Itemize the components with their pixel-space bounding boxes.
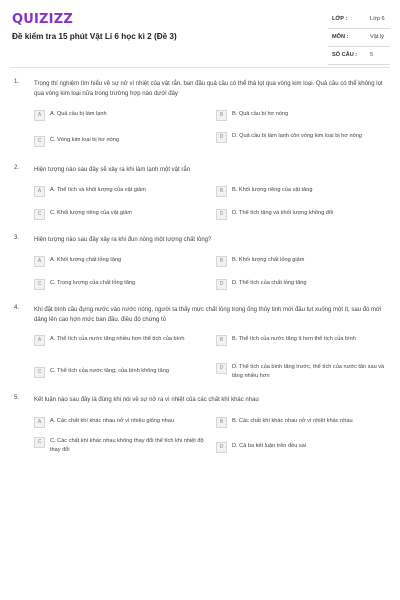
option-letter-box: C <box>34 136 45 147</box>
option-letter-box: A <box>34 417 45 428</box>
question-number: 1. <box>14 79 20 85</box>
option-text: B. Thể tích của nước tăng ít hơn thể tích của bình <box>232 336 356 342</box>
option-text: A. Thể tích của nước tăng nhiều hơn thể tích của bình <box>50 336 185 342</box>
option-letter-box: B <box>216 335 227 346</box>
option-letter-box: B <box>216 417 227 428</box>
option-d[interactable] <box>216 208 386 224</box>
question-number: 3. <box>14 235 20 241</box>
option-text: C. Khối lượng riêng của vật giảm <box>50 210 133 216</box>
option-a[interactable] <box>34 416 204 432</box>
question-text: Hiện tượng nào sau đây sẽ xảy ra khi làm lạnh một vật rắn <box>34 167 191 173</box>
option-letter-box: A <box>34 186 45 197</box>
question-2 <box>14 165 390 225</box>
question-3 <box>14 235 390 295</box>
option-letter-box: C <box>34 279 45 290</box>
option-a[interactable] <box>34 109 204 125</box>
option-c[interactable] <box>34 208 204 224</box>
option-a[interactable] <box>34 255 204 271</box>
question-1 <box>14 79 390 159</box>
question-number: 2. <box>14 165 20 171</box>
worksheet-title: Đề kiểm tra 15 phút Vật Lí 6 học kì 2 (Đề 3) <box>12 32 177 41</box>
option-c[interactable] <box>34 366 204 382</box>
option-letter-box: B <box>216 186 227 197</box>
option-b[interactable] <box>216 109 386 125</box>
option-c[interactable] <box>34 436 204 452</box>
option-b[interactable] <box>216 416 386 432</box>
option-text: D. Thể tích của bình tăng trước, thể tích của nước tăn sau và tăng nhiều hơn <box>232 364 385 379</box>
option-text: B. Khối lượng chất lỏng giảm <box>232 257 305 263</box>
option-letter-box: A <box>34 335 45 346</box>
option-b[interactable] <box>216 185 386 201</box>
meta-label: MÔN : <box>332 34 349 40</box>
question-number: 4. <box>14 305 20 311</box>
question-4 <box>14 305 390 389</box>
option-letter-box: A <box>34 256 45 267</box>
option-text: B. Các chất khí khác nhau nở vì nhiệt khác nhau <box>232 418 353 424</box>
option-text: D. Thể tích của chất lỏng tăng <box>232 280 307 286</box>
header-divider <box>10 67 390 68</box>
option-b[interactable] <box>216 255 386 271</box>
meta-value: Vật lý <box>370 34 384 40</box>
meta-value: Lớp 6 <box>370 16 385 22</box>
option-b[interactable] <box>216 334 386 350</box>
option-text: B. Khối lượng riêng của vật tăng <box>232 187 313 193</box>
option-c[interactable] <box>34 278 204 294</box>
option-letter-box: C <box>34 367 45 378</box>
question-5 <box>14 395 390 465</box>
option-text: B. Quả cầu bị hơ nóng <box>232 111 289 117</box>
option-text: A. Khối lượng chất lỏng tăng <box>50 257 122 263</box>
meta-row-subject <box>328 29 390 47</box>
worksheet-header <box>0 0 400 64</box>
option-letter-box: C <box>34 209 45 220</box>
option-text: A. Quả cầu bị làm lạnh <box>50 111 107 117</box>
meta-row-class <box>328 11 390 29</box>
option-d[interactable] <box>216 441 386 457</box>
question-text: Kết luận nào sau đây là đúng khi nói về sự nở ra vì nhiệt của các chất khí khác nhau <box>34 397 259 403</box>
option-text: C. Vòng kim loại bị hơ nóng <box>50 137 119 143</box>
option-letter-box: B <box>216 256 227 267</box>
option-letter-box: D <box>216 209 227 220</box>
option-a[interactable] <box>34 334 204 350</box>
question-text: Trong thí nghiệm tìm hiểu về sự nở vì nhiệt của vật rắn, ban đầu quả cầu có thể thả lọt qua vòng kim loại. Quả cầu có thể không lọt qua vòng kim loại nữa trong trường hợp nào dưới đây <box>34 81 383 97</box>
meta-label: LỚP : <box>332 16 348 22</box>
question-text: Khi đặt bình cầu đựng nước vào nước nóng, người ta thấy mực chất lỏng trong ống thủy tinh mới đầu tụt xuống một ít, sau đó mới dâng lên cao hơn mức ban đầu. điều đó chứng tỏ <box>34 307 382 323</box>
option-a[interactable] <box>34 185 204 201</box>
option-text: C. Trọng lượng của chất lỏng tăng <box>50 280 136 286</box>
option-letter-box: D <box>216 363 227 374</box>
option-letter-box: D <box>216 132 227 143</box>
option-d[interactable] <box>216 278 386 294</box>
question-number: 5. <box>14 395 20 401</box>
option-text: D. Thể tích tăng và khối lượng không đổi <box>232 210 334 216</box>
meta-row-count <box>328 47 390 65</box>
option-d[interactable] <box>216 131 386 147</box>
option-letter-box: B <box>216 110 227 121</box>
quizizz-logo: QUIZIZZ <box>12 12 73 27</box>
option-text: C. Thể tích của nước tăng, của bình không tăng <box>50 368 169 374</box>
option-text: A. Thể tích và khối lượng của vật giảm <box>50 187 146 193</box>
meta-value: 5 <box>370 52 374 58</box>
option-letter-box: A <box>34 110 45 121</box>
question-text: Hiện tượng nào sau đây xảy ra khi đun nóng một lượng chất lỏng? <box>34 237 212 243</box>
meta-table <box>328 11 390 65</box>
option-d[interactable] <box>216 362 386 378</box>
option-letter-box: D <box>216 442 227 453</box>
option-letter-box: D <box>216 279 227 290</box>
option-text: D. Quả cầu bị làm lạnh còn vòng kim loại bị hơ nóng <box>232 133 362 139</box>
option-c[interactable] <box>34 135 204 151</box>
option-letter-box: C <box>34 437 45 448</box>
option-text: D. Cả ba kết luận trên đều sai <box>232 443 307 449</box>
meta-label: SỐ CÂU : <box>332 52 358 58</box>
option-text: A. Các chất khí khác nhau nở vì nhiệu giống nhau <box>50 418 175 424</box>
option-text: C. Các chất khí khác nhau không thay đổi thể tích khi nhiệt độ thay đổi <box>50 438 204 453</box>
